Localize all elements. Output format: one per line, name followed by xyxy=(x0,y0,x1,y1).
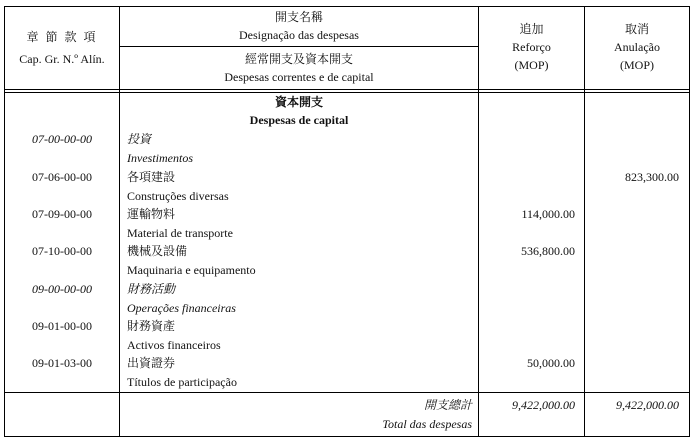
header-code-pt: Cap. Gr. N.º Alín. xyxy=(19,52,105,66)
row-desc-cn: 機械及設備 xyxy=(127,244,188,258)
row-code: 07-10-00-00 xyxy=(32,244,92,258)
header-sub-cn: 經常開支及資本開支 xyxy=(244,52,353,66)
section-title-cn: 資本開支 xyxy=(274,95,323,109)
row-reforco-value: 50,000.00 xyxy=(527,356,575,370)
row-desc-cn: 運輸物料 xyxy=(127,207,176,221)
row-code: 09-00-00-00 xyxy=(32,282,92,296)
header-reforco-unit: (MOP) xyxy=(514,58,549,72)
header-bottom-border xyxy=(4,89,690,90)
row-desc-pt: Activos financeiros xyxy=(127,338,221,352)
bottom-border xyxy=(4,436,690,437)
row-desc-pt: Títulos de participação xyxy=(127,375,237,389)
row-desc-cn: 財務活動 xyxy=(127,282,176,296)
total-top-border xyxy=(4,392,690,393)
top-border xyxy=(4,6,690,7)
header-bottom-border-2 xyxy=(4,92,690,93)
row-desc-pt: Maquinaria e equipamento xyxy=(127,263,256,277)
row-code: 07-09-00-00 xyxy=(32,207,92,221)
row-desc-cn: 出資證券 xyxy=(127,356,176,370)
row-code: 07-00-00-00 xyxy=(32,132,92,146)
row-desc-cn: 各項建設 xyxy=(127,170,176,184)
total-reforco-value: 9,422,000.00 xyxy=(512,398,575,412)
header-anulacao-cn: 取消 xyxy=(624,22,649,36)
row-reforco-value: 536,800.00 xyxy=(521,244,575,258)
row-desc-pt: Operações financeiras xyxy=(127,301,236,315)
row-anulacao-value: 823,300.00 xyxy=(625,170,679,184)
row-desc-pt: Investimentos xyxy=(127,151,193,165)
desig-header-divider xyxy=(119,46,478,47)
row-code: 09-01-00-00 xyxy=(32,319,92,333)
total-label-pt: Total das despesas xyxy=(382,417,472,431)
right-border xyxy=(689,6,690,437)
row-code: 09-01-03-00 xyxy=(32,356,92,370)
header-code-cn: 章 節 款 項 xyxy=(26,30,98,44)
header-anulacao-pt: Anulação xyxy=(614,40,660,54)
section-title-pt: Despesas de capital xyxy=(249,113,349,127)
total-anulacao-value: 9,422,000.00 xyxy=(616,398,679,412)
header-desig-pt: Designação das despesas xyxy=(239,28,359,42)
header-reforco-pt: Reforço xyxy=(512,40,551,54)
row-reforco-value: 114,000.00 xyxy=(521,207,575,221)
row-desc-cn: 財務資產 xyxy=(127,319,176,333)
header-desig-cn: 開支名稱 xyxy=(274,10,323,24)
header-reforco-cn: 追加 xyxy=(519,22,544,36)
total-label-cn: 開支總計 xyxy=(423,398,472,412)
row-desc-pt: Construções diversas xyxy=(127,189,229,203)
row-desc-cn: 投資 xyxy=(127,132,152,146)
row-code: 07-06-00-00 xyxy=(32,170,92,184)
row-desc-pt: Material de transporte xyxy=(127,226,233,240)
header-sub-pt: Despesas correntes e de capital xyxy=(224,70,374,84)
header-anulacao-unit: (MOP) xyxy=(619,58,654,72)
